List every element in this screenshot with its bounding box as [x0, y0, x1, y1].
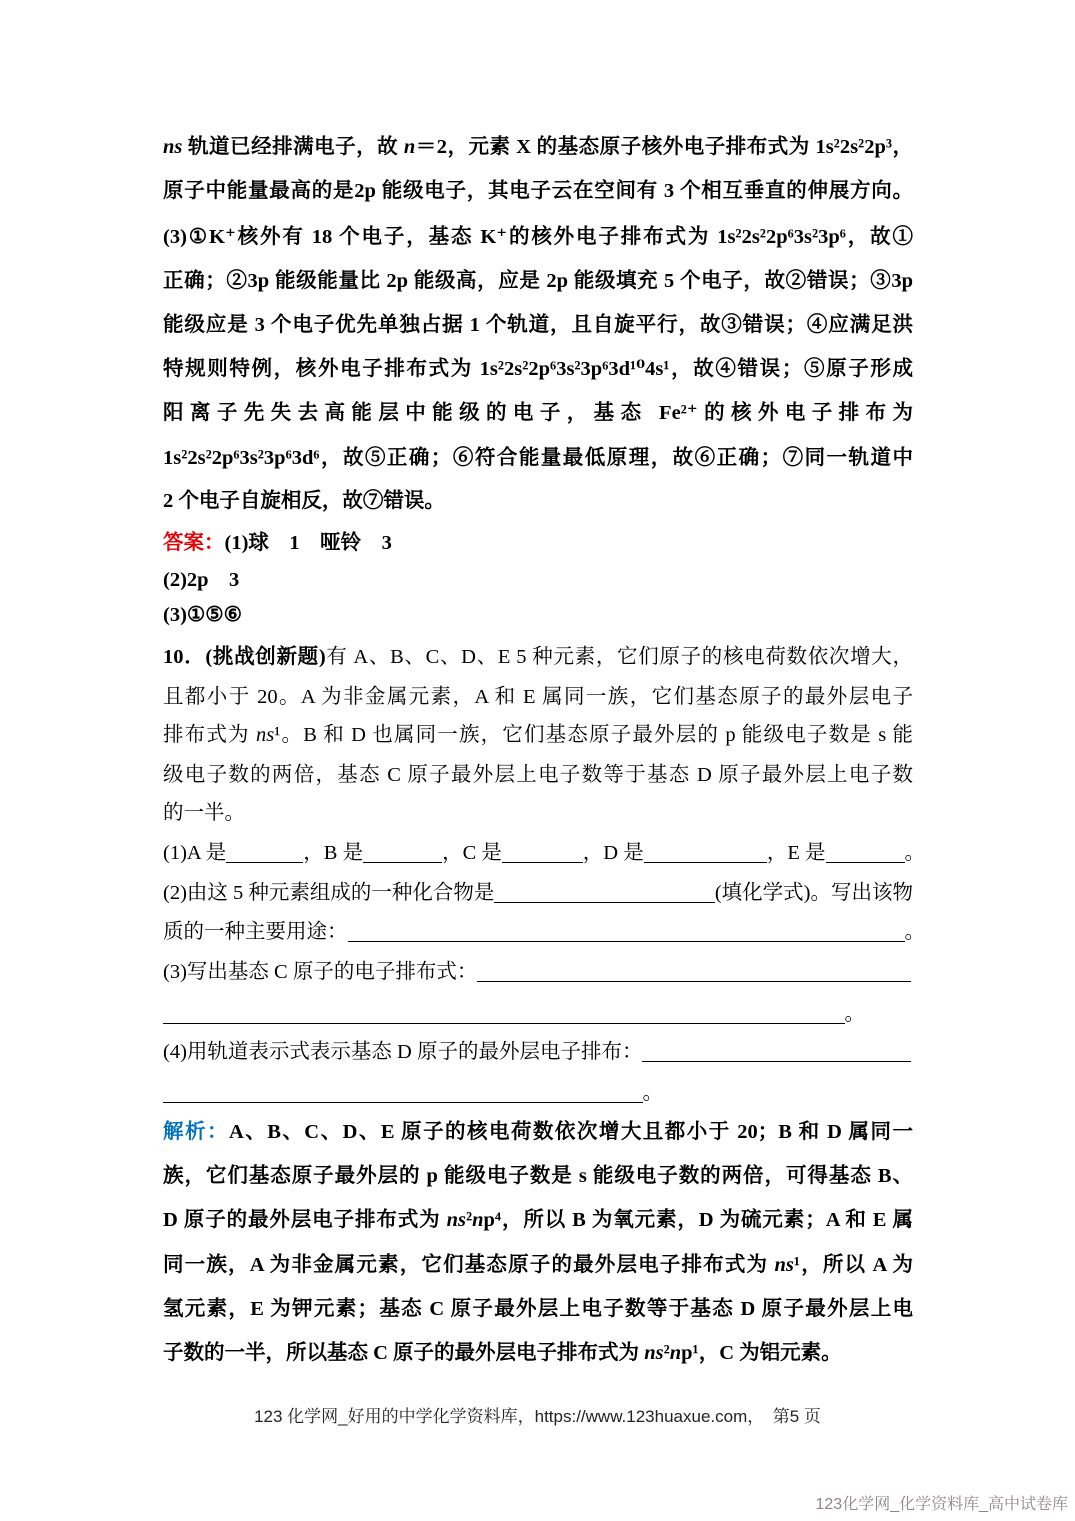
text-segment: 有 A、B、C、D、E 5 种元素，它们原子的核电荷数依次增大，	[325, 646, 913, 668]
answer-blank	[163, 1023, 845, 1024]
text-segment: A、B、C、D、E 原子的核电荷数依次增大且都小于 20；B 和 D 属同一	[228, 1121, 913, 1143]
text-segment: ，E 是	[766, 842, 826, 864]
analysis-line: 正确；②3p 能级能量比 2p 能级高，应是 2p 能级填充 5 个电子，故②错误；③3p	[163, 270, 913, 292]
text-segment: 同一族，A 为非金属元素，它们基态原子的最外层电子排布式为	[163, 1254, 775, 1276]
text-segment: 排布式为	[163, 724, 256, 746]
answer-blank	[642, 1061, 911, 1062]
answer-line: (3)①⑤⑥	[163, 604, 243, 626]
italic-variable: n	[472, 1209, 484, 1231]
analysis-line: 能级应是 3 个电子优先单独占据 1 个轨道，且自旋平行，故③错误；④应满足洪	[163, 314, 913, 336]
answer-blank	[363, 862, 442, 863]
text-segment: 质的一种主要用途：	[163, 921, 348, 943]
text-segment: 。	[904, 921, 925, 943]
answer-blank	[826, 862, 905, 863]
analysis-label: 解析：	[163, 1121, 229, 1143]
watermark: 123化学网_化学资料库_高中试卷库	[815, 1496, 1068, 1513]
page-footer: 123 化学网_好用的中学化学资料库，https://www.123huaxue.com， 第5 页	[254, 1407, 821, 1426]
text-segment: (1)A 是	[163, 842, 227, 864]
answer-blank	[502, 862, 583, 863]
question-part-3	[163, 955, 911, 989]
italic-variable: n	[669, 1342, 682, 1364]
answer-blank	[477, 981, 911, 982]
question-line: 且都小于 20。A 为非金属元素，A 和 E 属同一族，它们基态原子的最外层电子	[163, 686, 913, 708]
question-part-2-line-2	[163, 915, 925, 949]
text-segment: ，B 是	[303, 842, 364, 864]
text-segment: (填化学式)。写出该物	[714, 882, 913, 904]
text-segment: 。	[904, 842, 925, 864]
italic-variable: ns	[256, 724, 275, 746]
italic-variable: ns	[774, 1254, 794, 1276]
text-segment: 轨道已经排满电子，故	[182, 136, 404, 158]
analysis-line: 1s²2s²2p⁶3s²3p⁶3d⁶，故⑤正确；⑥符合能量最低原理，故⑥正确；⑦同一轨道中	[163, 447, 913, 469]
text-segment: ，D 是	[582, 842, 644, 864]
question-part-1	[163, 836, 925, 870]
analysis-line: 2 个电子自旋相反，故⑦错误。	[163, 490, 445, 512]
text-segment: D 原子的最外层电子排布式为	[163, 1209, 447, 1231]
text-segment: (3)写出基态 C 原子的电子排布式：	[163, 961, 478, 983]
italic-variable: ns	[163, 136, 183, 158]
analysis-line: 氢元素，E 为钾元素；基态 C 原子最外层上电子数等于基态 D 原子最外层上电	[163, 1298, 913, 1320]
text-segment: (1)球 1 哑铃 3	[224, 532, 392, 554]
analysis-line	[163, 1248, 913, 1282]
answer-blank	[348, 941, 905, 942]
question-line: 的一半。	[163, 802, 245, 824]
question-part-2	[163, 876, 913, 910]
answer-blank	[494, 902, 714, 903]
text-segment: ¹，所以 A 为	[793, 1254, 913, 1276]
italic-variable: ns	[644, 1342, 664, 1364]
analysis-line: 族，它们基态原子最外层的 p 能级电子数是 s 能级电子数的两倍，可得基态 B、	[163, 1165, 913, 1187]
analysis-line: 阳离子先失去高能层中能级的电子，基态 Fe²⁺的核外电子排布为	[163, 402, 913, 424]
text-segment: 。	[844, 1003, 865, 1025]
question-tag: (挑战创新题)	[205, 646, 326, 668]
answer-label: 答案：	[163, 532, 225, 554]
text-segment: ¹。B 和 D 也属同一族，它们基态原子最外层的 p 能级电子数是 s 能	[274, 724, 913, 746]
answer-line: (2)2p 3	[163, 569, 240, 591]
question-line	[163, 640, 913, 674]
italic-variable: n	[403, 136, 416, 158]
answer-line	[163, 526, 913, 560]
analysis-line	[163, 1336, 913, 1370]
answer-blank	[163, 1102, 643, 1103]
question-part-3-line-2	[163, 997, 865, 1031]
analysis-line: (3)①K⁺核外有 18 个电子，基态 K⁺的核外电子排布式为 1s²2s²2p⁶3s²3p⁶，故①	[163, 226, 913, 248]
analysis-line	[163, 1115, 913, 1149]
text-segment: ＝2，元素 X 的基态原子核外电子排布式为 1s²2s²2p³，	[415, 136, 913, 158]
text-segment: (4)用轨道表示式表示基态 D 原子的最外层电子排布：	[163, 1041, 643, 1063]
text-segment: ，C 是	[442, 842, 502, 864]
text-segment: (2)由这 5 种元素组成的一种化合物是	[163, 882, 495, 904]
text-segment: ²	[663, 1342, 670, 1364]
text-segment: p¹，C 为铝元素。	[681, 1342, 842, 1364]
question-part-4	[163, 1035, 911, 1069]
analysis-line: 特规则特例，核外电子排布式为 1s²2s²2p⁶3s²3p⁶3d¹⁰4s¹，故④错误；⑤原子形成	[163, 358, 913, 380]
question-line: 级电子数的两倍，基态 C 原子最外层上电子数等于基态 D 原子最外层上电子数	[163, 764, 913, 786]
analysis-line	[163, 1203, 913, 1237]
text-segment: p⁴，所以 B 为氧元素，D 为硫元素；A 和 E 属	[483, 1209, 913, 1231]
answer-blank	[644, 862, 767, 863]
answer-blank	[226, 862, 303, 863]
text-segment: 子数的一半，所以基态 C 原子的最外层电子排布式为	[163, 1342, 645, 1364]
text-segment: 。	[642, 1082, 663, 1104]
analysis-line	[163, 130, 913, 164]
italic-variable: ns	[446, 1209, 466, 1231]
analysis-line: 原子中能量最高的是2p 能级电子，其电子云在空间有 3 个相互垂直的伸展方向。	[163, 180, 913, 202]
text-segment: ²	[465, 1209, 473, 1231]
question-part-4-line-2	[163, 1076, 663, 1110]
question-line	[163, 718, 913, 752]
question-number: 10．	[163, 646, 206, 668]
